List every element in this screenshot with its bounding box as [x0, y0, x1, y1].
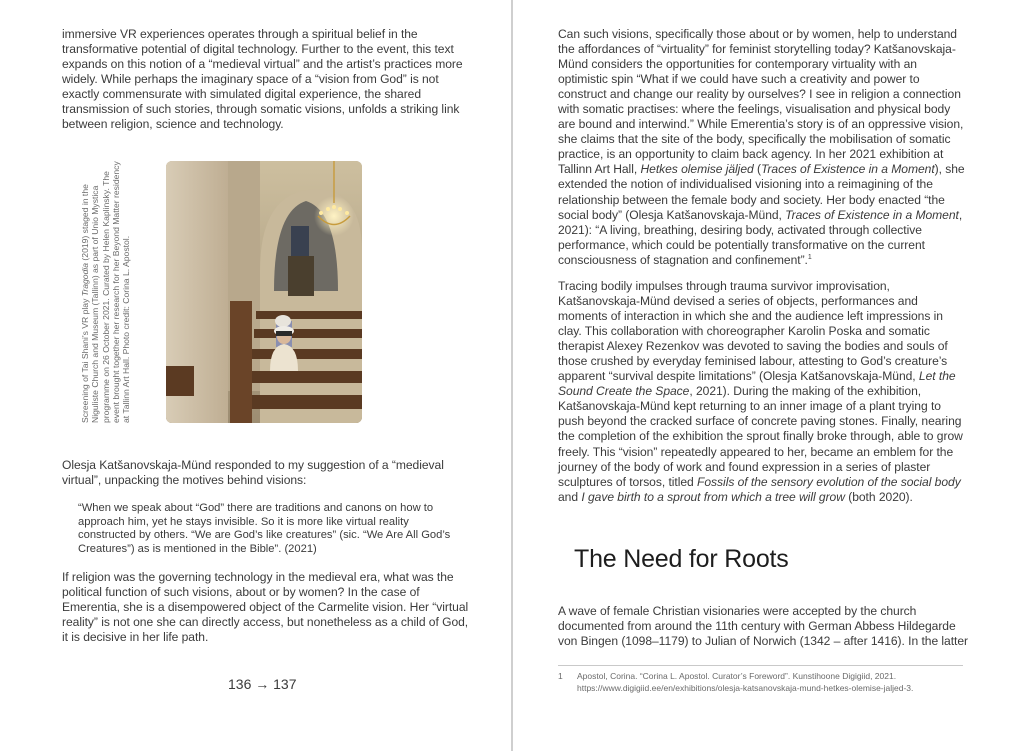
left-page [0, 0, 511, 751]
virtuality-paragraph: Can such visions, specifically those about or by women, help to understand the affordances of “virtuality” for feminist storytelling today? Katšanovskaja-Münd considers the opportunities for contemporary virtuality with an optimistic spin “What if we could have such a creativity and power to construct and change our reality by ourselves? I see in religion a connection with somatic practises: where the feelings, visualisation and physical body are bound and interwind.” While Emerentia’s story is of an oppressive vision, she claims that the site of the body, specifically the mobilisation of somatic practice, is an opportunity to claim back agency. In her 2021 exhibition at Tallinn Art Hall, Hetkes olemise jäljed (Traces of Existence in a Moment), she extended the notion of individualised visioning into a reimagining of the relationship between the female body and society. Her body enacted “the social body” (Olesja Katšanovskaja-Münd, Traces of Existence in a Moment, 2021): “A living, breathing, desiring body, activated through collective performance, which could be potentially transformative on the current consciousness of stagnation and confinement”.$^1$ [558, 27, 965, 267]
visionaries-paragraph: A wave of female Christian visionaries were accepted by the church documented from around the 11th century with German Abbess Hildegarde von Bingen (1098–1179) to Julian of Norwich (1342 – after 1416). In the latter [558, 604, 969, 649]
page-numbers: 136 → 137 [228, 676, 297, 692]
block-quote: “When we speak about “God” there are traditions and canons on how to approach him, yet he stays invisible. So it is more like virtual reality constructed by others. “We are God’s like creatures” (sic. “We Are All God’s Creatures”) as is mentioned in the Bible”. (2021) [78, 502, 451, 555]
footnote-number: 1 [558, 671, 563, 681]
religion-paragraph: If religion was the governing technology in the medieval era, what was the political function of such visions, about or by women? In the case of Emerentia, she is a disempowered object of the Carmelite vision. Her “virtual reality” is not one she can directly access, but nonetheless as a child of God, it is decisive in her life path. [62, 570, 469, 645]
church-photo-icon [166, 161, 362, 423]
footnote-link[interactable]: https://www.digigiid.ee/en/exhibitions/olesja-katsanovskaja-mund-hetkes-olemise-jaljed-3. [577, 682, 914, 693]
bodily-impulses-paragraph: Tracing bodily impulses through trauma survivor improvisation, Katšanovskaja-Münd devised a series of objects, performances and moments of interaction in which she and the audience left impressions in clay. This collaboration with choreographer Karolin Poska and somatic therapist Alexey Rezenkov was devoted to saving the bodies and souls of those crushed by everyday feminised labour, attesting to God’s creature’s apparent “survival despite limitations” (Olesja Katšanovskaja-Münd, Let the Sound Create the Space, 2021). During the making of the exhibition, Katšanovskaja-Münd kept returning to an inner image of a plant trying to push beyond the cracked surface of concrete paving stones. Finally, nearing the completion of the exhibition the sprout finally broke through, able to grow freely. This “vision” repeatedly appeared to her, became an emblem for the journey of the body of work and found expression in a series of plaster sculptures of torsos, titled Fossils of the sensory evolution of the social body and I gave birth to a sprout from which a tree will grow (both 2020). [558, 279, 963, 504]
church-photo [166, 161, 362, 423]
footnote-text: Apostol, Corina. “Corina L. Apostol. Curator’s Foreword”. Kunstihoone Digigiid, 2021. https://www.digigiid.ee/en/exhibitions/olesja-katsanovskaja-mund-hetkes-olemise-jaljed-3. [577, 671, 914, 693]
footnote-divider [558, 665, 963, 666]
response-paragraph: Olesja Katšanovskaja-Münd responded to my suggestion of a “medieval virtual”, unpacking the motives behind visions: [62, 458, 444, 488]
figure-caption: Screening of Tai Shani’s VR play Tragodia (2019) staged in the Niguliste Church and Museum (Tallinn) as part of Unio Mystica programme on 26 October 2021. Curated by Helen Kaplinsky. The event brought together her research for her Beyond Matter residency at Tallinn Art Hall. Photo credit: Corina L. Apostol. [80, 161, 132, 423]
footnote-reference[interactable]: 1 [807, 253, 812, 261]
intro-paragraph: immersive VR experiences operates through a spiritual belief in the transformative potential of digital technology. Further to the event, this text expands on this notion of a “medieval virtual” and the artist’s practices more widely. While perhaps the imaginary space of a “vision from God” is not exactly commensurate with simulated digital experience, the shared transmission of such stories, through somatic visions, unfolds a striking link between religion, science and technology. [62, 27, 463, 132]
section-heading: The Need for Roots [574, 545, 789, 573]
right-page [513, 0, 1024, 751]
